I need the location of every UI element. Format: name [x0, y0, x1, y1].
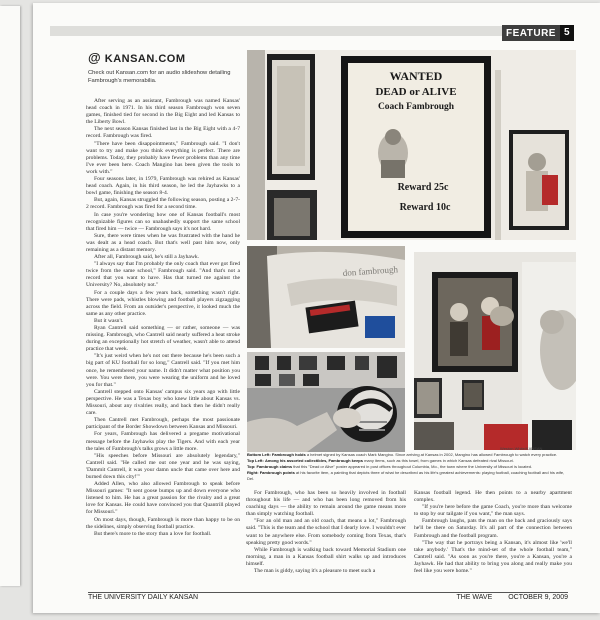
paragraph: Cantrell stepped onto Kansas' campus six years ago with little perspective. He was a Texas boy who knew little about Kansas vs. Missouri, about any rivalries really, and back then he didn't really care. — [86, 388, 240, 417]
paragraph: The next season Kansas finished last in the Big Eight with a 4-7 record. Fambrough was fired. — [86, 126, 240, 140]
paragraph: While Fambrough is walking back toward Memorial Stadium one morning, a man in a Kansas football shirt walks up and introduces himself. — [246, 546, 406, 567]
photo-painting — [414, 252, 576, 450]
footer-date: OCTOBER 9, 2009 — [508, 594, 568, 601]
paragraph: Four seasons later, in 1979, Fambrough was rehired as Kansas' head coach. Again, in his third season, he led the Jayhawks to a bowl game, finishing the season 8-4. — [86, 176, 240, 197]
paragraph: "For an old man and an old coach, that means a lot," Fambrough said. "This is the team and the school that I dearly love. I wouldn't ever want to be anywhere else. From somebody coming from Texas, that's speaking pretty good words." — [246, 518, 406, 546]
helmet-scene — [247, 352, 405, 452]
painting-scene — [414, 252, 576, 450]
footer-right — [442, 594, 568, 601]
photo-wanted-poster — [247, 50, 576, 240]
poster-reward-1: Reward 25c — [397, 182, 449, 193]
caption-bottom-left: Bottom Left: Fambrough holds a helmet signed by Kansas coach Mark Mangino. Since arriving at Kansas in 2002, Mangino has allowed Fambrough to watch every practice. — [247, 452, 558, 457]
paragraph: But, again, Kansas struggled the following season, posting a 2-7-2 record. Fambrough was fired for a second time. — [86, 197, 240, 211]
paragraph: After serving as an assistant, Fambrough was named Kansas' head coach in 1971. In his third season Fambrough won seven games, finished tied for second in the Big Eight and led Kansas to the Liberty Bowl. — [86, 98, 240, 126]
kansan-logo[interactable] — [88, 50, 240, 65]
caption-top-left: Top Left: Among his assorted collectibles, Fambrough keeps many items, such as this towel, from games in which Kansas defeated rival Missouri. — [247, 458, 514, 463]
article-column-2 — [246, 490, 406, 588]
poster-line-2: DEAD or ALIVE — [375, 86, 457, 98]
article-column-1 — [86, 98, 240, 585]
page-number: 5 — [560, 25, 574, 41]
section-label: FEATURE — [506, 27, 556, 39]
at-icon: @ — [88, 50, 102, 65]
footer-section: THE WAVE — [456, 594, 493, 601]
chair-text: don fambrough — [342, 264, 399, 278]
wanted-poster-scene — [247, 50, 576, 240]
paragraph: After all, Fambrough said, he's still a Jayhawk. — [94, 254, 200, 261]
promo-blurb: Check out Kansan.com for an audio slideshow detailing Fambrough's memorabilia. — [88, 70, 231, 84]
kansan-logo-text: KANSAN.COM — [104, 53, 186, 65]
paragraph: "The way that he portrays being a Kansan, it's almost like 'we'll take anybody.' That's the mind-set of the whole football team," Cantrell said. "As soon as you're there, you're a Kansan, you're a Jayhawk. He had that ability to bring you along and really make you feel like you were home." — [414, 539, 572, 575]
paragraph: On most days, though, Fambrough is more than happy to be on the sidelines, simply observing football practice. — [86, 516, 240, 530]
paragraph: Ryan Cantrell said something — or rather, someone — was missing. Fambrough, who Cantrell said nearly suffered a heat stroke during an exceptionally hot stretch of weather, wasn't able to attend practice that week. — [86, 325, 240, 353]
paragraph: Added Allen, who also allowed Fambrough to speak before Missouri games: "It sent goose bumps up and down everyone who listened to him. He has a great passion for the rivalry and a great love for Kansas. He could have convinced you that Quantrill played for Missouri." — [86, 481, 240, 516]
poster-line-1: WANTED — [389, 69, 443, 83]
photo-helmet — [247, 352, 405, 452]
paragraph: "If you're here before the game Coach, you're more than welcome to stop by our tailgate if you want," the man says. — [414, 504, 572, 518]
poster-reward-2: Reward 10c — [399, 202, 451, 213]
caption-right: Right: Fambrough points at his favorite item, a painting that depicts three of what he described as his life's greatest achievements: playing football, coaching football and his wife, Del. — [247, 470, 565, 481]
paragraph: For a couple days a few years back, something wasn't right. There were pads, whistles blowing and football players zigzagging across the field. From an outsider's perspective, it looked much the same as any other practice. — [86, 289, 240, 317]
paragraph: But it wasn't. — [94, 317, 124, 324]
towel-scene — [247, 246, 405, 348]
page-footer — [88, 592, 568, 601]
paragraph: Then Cantrell met Fambrough, perhaps the most passionate participant of the Border Showdown between Kansas and Missouri. — [86, 417, 240, 431]
poster-line-3: Coach Fambrough — [377, 102, 455, 112]
paragraph: Fambrough laughs, pats the man on the back and graciously says he'll be there on Saturday. It's all part of the connection between Fambrough and the football program. — [414, 518, 572, 539]
paragraph: "There have been disappointments," Fambrough said. "I don't want to try and make you think everything is perfect. There are problems. Today, they probably have fewer problems than any time I've ever been here. Coach Mangino has been given the tools to work with." — [86, 140, 240, 175]
photo-captions — [247, 452, 572, 482]
paragraph: For Fambrough, who has been so heavily involved in football throughout his life — and who has been long removed from his coaching days — the ability to remain around the game means more than simply watching football. — [246, 490, 406, 518]
article-column-3 — [414, 490, 572, 588]
photo-credit: Weston White/KANSAN — [500, 446, 543, 451]
paragraph: "I always say that I'm probably the only coach that ever got fired twice from the same school," Fambrough said. "And that's not a record that you want to have. Has that turned me against the University? No, absolutely not." — [86, 261, 240, 289]
header-rule — [50, 26, 504, 36]
footer-publication: THE UNIVERSITY DAILY KANSAN — [88, 594, 199, 601]
paragraph: Sure, there were times when he was frustrated with the hand he was dealt as a head coach. But that's well past him now, only remaining as a distant memory. — [86, 232, 240, 253]
paragraph: The man is giddy, saying it's a pleasure to meet such a — [254, 568, 376, 575]
paragraph: Kansas football legend. He then points to a nearby apartment complex. — [414, 490, 572, 504]
adjacent-page-edge — [0, 6, 20, 586]
paragraph: For years, Fambrough has delivered a pregame motivational message before the Jayhawks play the Tigers. And with each year the tales of Fambrough's talks grows a little more. — [86, 431, 240, 452]
section-tag — [502, 25, 574, 41]
paragraph: "His speeches before Missouri are absolutely legendary," Cantrell said. "He called me out one year and he was saying, 'Dammit Cantrell, it was your damn uncle that came over here and burned down this city!'" — [86, 452, 240, 480]
kansan-promo — [88, 50, 240, 85]
paragraph: But there's more to the story than a love for football. — [94, 530, 212, 537]
caption-top: Top: Fambrough claims that this "Dead or Alive" poster appeared in post offices throughout Columbia, Mo., the town where the University of Missouri is located. — [247, 464, 533, 469]
photo-collectibles-towel — [247, 246, 405, 348]
paragraph: In case you're wondering how one of Kansas football's most recognizable figures can so unabashedly support the same school that fired him — twice — Fambrough says it's not hard. — [86, 211, 240, 232]
paragraph: "It's just weird when he's not out there because he's been such a big part of KU football for so long," Cantrell said. "If you met him once, he remembered your name. It didn't matter what position you were. You were there, you were wearing the uniform and he loved you for that." — [86, 353, 240, 388]
